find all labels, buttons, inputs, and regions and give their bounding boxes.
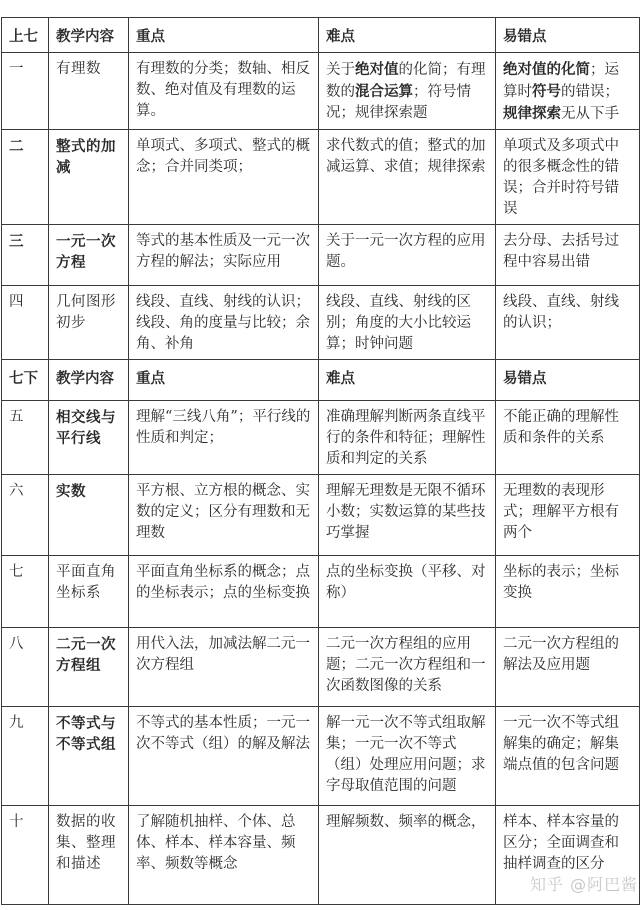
header-cell-difficulties: 难点 <box>319 360 496 401</box>
key-points-cell: 理解“三线八角”；平行线的性质和判定； <box>129 401 319 475</box>
table-row <box>2 707 640 806</box>
difficulties-cell: 解一元一次不等式组取解集；一元一次不等式（组）处理应用问题；求字母取值范围的问题 <box>319 707 496 806</box>
difficulties-cell: 二元一次方程组的应用题；二元一次方程组和一次函数图像的关系 <box>319 628 496 707</box>
table-row <box>2 225 640 286</box>
text-run: 的化简；有理数的 <box>326 62 486 100</box>
key-points-cell: 不等式的基本性质；一元一次不等式（组）的解及解法 <box>129 707 319 806</box>
common-errors-cell: 线段、直线、射线的认识； <box>496 286 640 360</box>
header-cell-content: 教学内容 <box>49 360 129 401</box>
chapter-topic: 数据的收集、整理和描述 <box>49 806 129 905</box>
text-run: 关于 <box>326 62 355 78</box>
key-points-cell: 用代入法，加减法解二元一次方程组 <box>129 628 319 707</box>
header-cell-grade: 上七 <box>2 18 49 53</box>
difficulties-cell: 求代数式的值；整式的加减运算、求值；规律探索 <box>319 130 496 225</box>
difficulties-cell: 理解无理数是无限不循环小数；实数运算的某些技巧掌握 <box>319 475 496 556</box>
chapter-number: 六 <box>2 475 49 556</box>
key-points-cell: 线段、直线、射线的认识；线段、角的度量与比较；余角、补角 <box>129 286 319 360</box>
key-points-cell: 有理数的分类；数轴、相反数、绝对值及有理数的运算。 <box>129 53 319 130</box>
chapter-topic: 一元一次方程 <box>49 225 129 286</box>
header-cell-common-errors: 易错点 <box>496 360 640 401</box>
emphasized-text: 规律探索 <box>503 105 561 122</box>
common-errors-cell: 一元一次不等式组解集的确定；解集端点值的包含问题 <box>496 707 640 806</box>
chapter-topic: 有理数 <box>49 53 129 130</box>
chapter-topic: 平面直角坐标系 <box>49 556 129 628</box>
table-row <box>2 286 640 360</box>
table-row <box>2 556 640 628</box>
difficulties-cell: 准确理解判断两条直线平行的条件和特征；理解性质和判定的关系 <box>319 401 496 475</box>
key-points-cell: 平面直角坐标系的概念；点的坐标表示；点的坐标变换 <box>129 556 319 628</box>
chapter-number: 二 <box>2 130 49 225</box>
key-points-cell: 平方根、立方根的概念、实数的定义；区分有理数和无理数 <box>129 475 319 556</box>
common-errors-cell: 二元一次方程组的解法及应用题 <box>496 628 640 707</box>
text-run: 的错误； <box>561 84 619 100</box>
difficulties-cell: 线段、直线、射线的区别；角度的大小比较运算；时钟问题 <box>319 286 496 360</box>
header-cell-key-points: 重点 <box>129 360 319 401</box>
emphasized-text: 绝对值 <box>355 61 399 78</box>
chapter-topic: 相交线与平行线 <box>49 401 129 475</box>
chapter-topic: 实数 <box>49 475 129 556</box>
table-row <box>2 53 640 130</box>
key-points-cell: 了解随机抽样、个体、总体、样本、样本容量、频率、频数等概念 <box>129 806 319 905</box>
common-errors-cell: 不能正确的理解性质和条件的关系 <box>496 401 640 475</box>
difficulties-cell: 点的坐标变换（平移、对称） <box>319 556 496 628</box>
chapter-number: 九 <box>2 707 49 806</box>
common-errors-cell: 样本、样本容量的区分；全面调查和抽样调查的区分 <box>496 806 640 905</box>
header-row-semester2 <box>2 360 640 401</box>
key-points-cell: 单项式、多项式、整式的概念；合并同类项； <box>129 130 319 225</box>
common-errors-cell: 单项式及多项式中的很多概念性的错误；合并时符号错误 <box>496 130 640 225</box>
chapter-topic: 整式的加减 <box>49 130 129 225</box>
common-errors-cell: 去分母、去括号过程中容易出错 <box>496 225 640 286</box>
chapter-number: 五 <box>2 401 49 475</box>
text-run: ；运算时 <box>503 62 619 100</box>
chapter-topic: 二元一次方程组 <box>49 628 129 707</box>
emphasized-text: 混合运算 <box>355 83 413 100</box>
header-cell-key-points: 重点 <box>129 18 319 53</box>
table-row <box>2 475 640 556</box>
difficulties-cell <box>319 53 496 130</box>
chapter-number: 四 <box>2 286 49 360</box>
emphasized-text: 符号 <box>532 83 561 100</box>
chapter-topic: 几何图形初步 <box>49 286 129 360</box>
chapter-topic: 不等式与不等式组 <box>49 707 129 806</box>
chapter-number: 七 <box>2 556 49 628</box>
key-points-cell: 等式的基本性质及一元一次方程的解法；实际应用 <box>129 225 319 286</box>
common-errors-cell: 无理数的表现形式；理解平方根有两个 <box>496 475 640 556</box>
chapter-number: 三 <box>2 225 49 286</box>
text-run: ；符号情况；规律探索题 <box>326 84 471 121</box>
chapter-number: 一 <box>2 53 49 130</box>
syllabus-table <box>1 17 640 905</box>
common-errors-cell: 坐标的表示；坐标变换 <box>496 556 640 628</box>
header-cell-common-errors: 易错点 <box>496 18 640 53</box>
watermark: 知乎 @阿巴酱 <box>530 875 639 894</box>
table-row <box>2 401 640 475</box>
header-cell-difficulties: 难点 <box>319 18 496 53</box>
header-row-semester1 <box>2 18 640 53</box>
table-row <box>2 130 640 225</box>
header-cell-grade: 七下 <box>2 360 49 401</box>
difficulties-cell: 关于一元一次方程的应用题。 <box>319 225 496 286</box>
header-cell-content: 教学内容 <box>49 18 129 53</box>
text-run: 无从下手 <box>561 106 619 122</box>
emphasized-text: 绝对值的化简 <box>503 61 590 78</box>
common-errors-cell <box>496 53 640 130</box>
difficulties-cell: 理解频数、频率的概念， <box>319 806 496 905</box>
chapter-number: 八 <box>2 628 49 707</box>
table-row <box>2 628 640 707</box>
chapter-number: 十 <box>2 806 49 905</box>
